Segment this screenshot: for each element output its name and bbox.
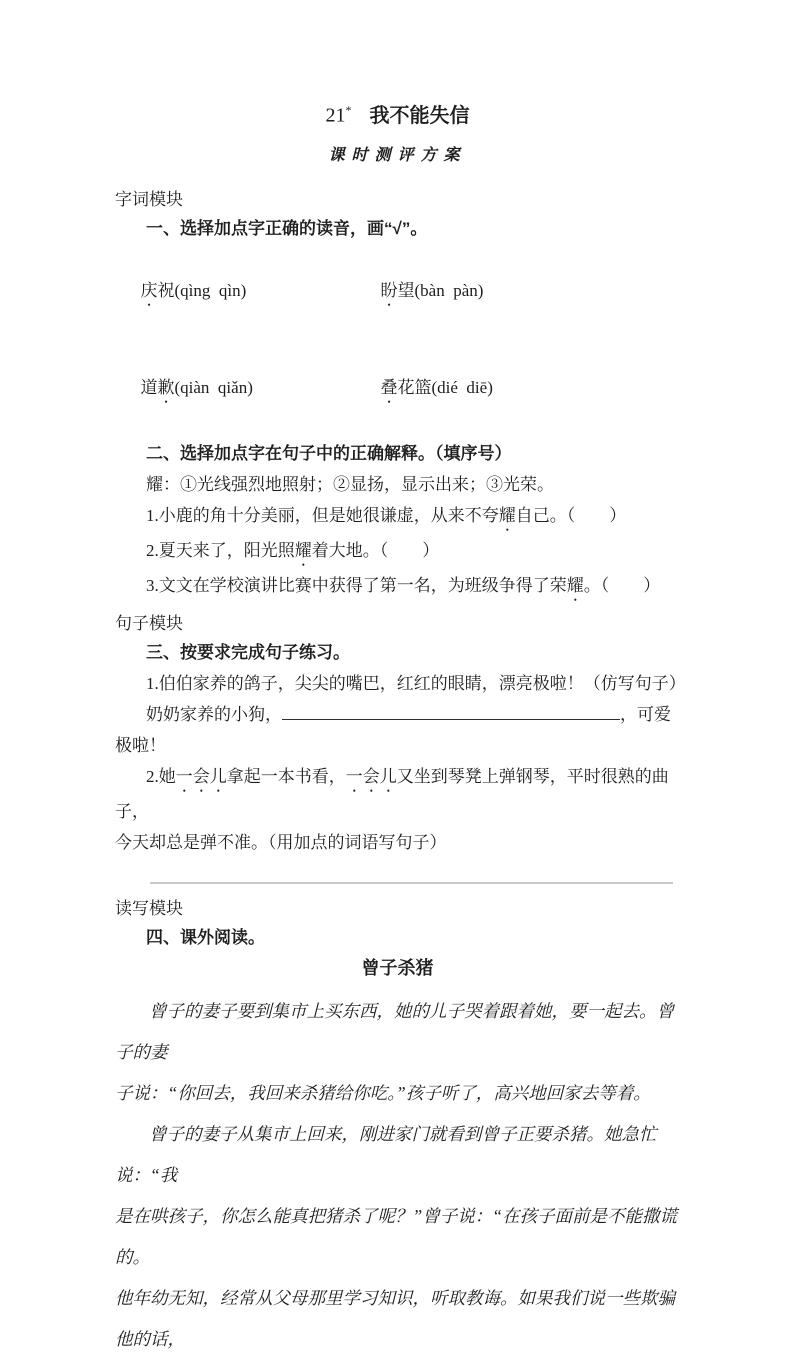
section1-header: 一、选择加点字正确的读音，画“√”。 — [146, 218, 428, 238]
section3-sentence-2-continued: 今天却总是弹不准。（用加点的词语写句子） — [115, 832, 447, 852]
section3-header: 三、按要求完成句子练习。 — [146, 642, 350, 662]
section3-sentence-1: 1.伯伯家养的鸽子，尖尖的嘴巴，红红的眼睛，漂亮极啦！（仿写句子） — [146, 673, 686, 693]
passage-line-3: 曾子的妻子从集市上回来，刚进家门就看到曾子正要杀猪。她急忙说：“我 — [115, 1123, 657, 1185]
page-subtitle: 课时测评方案 — [328, 146, 467, 164]
passage-title: 曾子杀猪 — [361, 957, 434, 978]
section3-sentence-2: 2.她一会儿拿起一本书看，一会儿又坐到琴凳上弹钢琴，平时很熟的曲子， — [115, 766, 669, 821]
lesson-star: * — [345, 103, 352, 117]
module-words-header: 字词模块 — [115, 189, 183, 209]
answer-rule-line — [150, 882, 673, 884]
section1-pinyin-row-1 — [115, 244, 680, 341]
page-title — [115, 97, 680, 129]
section1-pinyin-row-2 — [115, 341, 680, 438]
section2-sentence-2: 2.夏天来了，阳光照耀着大地。（ ） — [146, 540, 440, 560]
worksheet-page — [0, 97, 793, 1349]
pinyin-item-daoqian: 道歉(qiàn qiǎn) — [140, 377, 253, 397]
module-sentences-header: 句子模块 — [115, 613, 183, 633]
passage-line-1: 曾子的妻子要到集市上买东西，她的儿子哭着跟着她，要一起去。曾子的妻 — [115, 1000, 674, 1062]
section2-header: 二、选择加点字在句子中的正确解释。（填序号） — [146, 443, 512, 463]
passage-line-4: 是在哄孩子，你怎么能真把猪杀了呢？”曾子说：“在孩子面前是不能撒谎的。 — [115, 1205, 677, 1267]
section2-sentence-1: 1.小鹿的角十分美丽，但是她很谦虚，从来不夸耀自己。（ ） — [146, 505, 627, 525]
passage-line-2: 子说：“你回去，我回来杀猪给你吃。”孩子听了，高兴地回家去等着。 — [115, 1082, 651, 1103]
pinyin-item-panwang: 盼望(bàn pàn) — [380, 280, 484, 300]
lesson-title-text: 我不能失信 — [369, 104, 470, 127]
passage-line-5: 他年幼无知，经常从父母那里学习知识，听取教诲。如果我们说一些欺骗他的话， — [115, 1287, 675, 1349]
lesson-number: 21 — [325, 104, 346, 127]
section2-sentence-3: 3.文文在学校演讲比赛中获得了第一名，为班级争得了荣耀。（ ） — [146, 575, 661, 595]
section3-answer-template: 奶奶家养的小狗， ，可爱极啦！ — [115, 704, 671, 755]
pinyin-item-qingzhu: 庆祝(qìng qìn) — [140, 280, 247, 300]
module-reading-header: 读写模块 — [115, 898, 183, 918]
page-content — [0, 97, 793, 1360]
section2-definitions: 耀：①光线强烈地照射；②显扬，显示出来；③光荣。 — [146, 474, 554, 494]
pinyin-item-diehualan: 叠花篮(dié diē) — [380, 377, 493, 397]
section4-header: 四、课外阅读。 — [146, 927, 265, 947]
